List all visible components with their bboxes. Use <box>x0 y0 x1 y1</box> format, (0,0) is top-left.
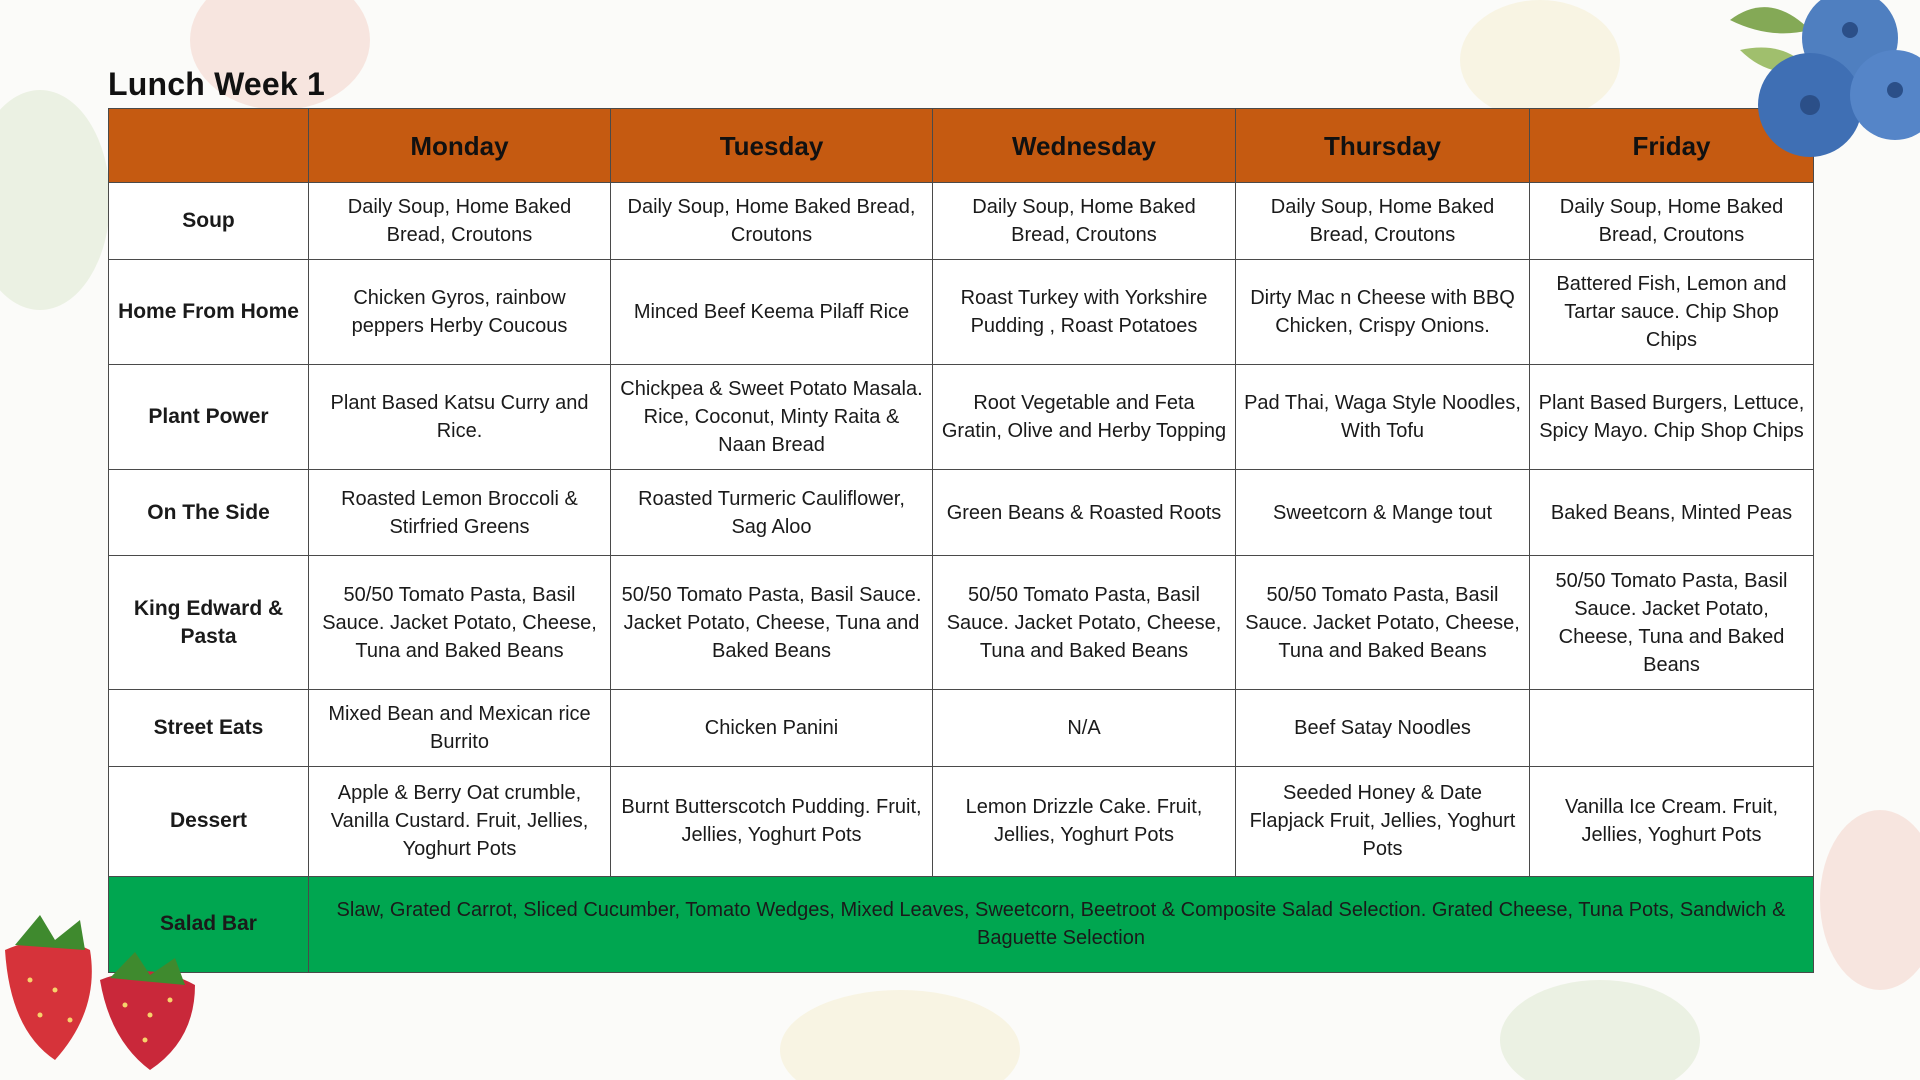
row-category: Dessert <box>109 766 309 876</box>
menu-cell: Daily Soup, Home Baked Bread, Croutons <box>933 183 1236 260</box>
menu-cell: Minced Beef Keema Pilaff Rice <box>611 260 933 365</box>
menu-cell: Pad Thai, Waga Style Noodles, With Tofu <box>1236 365 1530 470</box>
menu-row-street-eats <box>109 689 1814 766</box>
row-category: Plant Power <box>109 365 309 470</box>
menu-cell: Dirty Mac n Cheese with BBQ Chicken, Crispy Onions. <box>1236 260 1530 365</box>
menu-cell: Burnt Butterscotch Pudding. Fruit, Jellies, Yoghurt Pots <box>611 766 933 876</box>
menu-cell: Daily Soup, Home Baked Bread, Croutons <box>611 183 933 260</box>
menu-cell: Root Vegetable and Feta Gratin, Olive and Herby Topping <box>933 365 1236 470</box>
day-header: Wednesday <box>933 109 1236 183</box>
menu-row-home-from-home <box>109 260 1814 365</box>
menu-cell: 50/50 Tomato Pasta, Basil Sauce. Jacket Potato, Cheese, Tuna and Baked Beans <box>1530 556 1814 689</box>
menu-cell: Daily Soup, Home Baked Bread, Croutons <box>1530 183 1814 260</box>
row-category: King Edward & Pasta <box>109 556 309 689</box>
menu-cell: Roasted Turmeric Cauliflower, Sag Aloo <box>611 470 933 556</box>
menu-cell: Plant Based Burgers, Lettuce, Spicy Mayo. Chip Shop Chips <box>1530 365 1814 470</box>
menu-row-soup <box>109 183 1814 260</box>
menu-cell: Beef Satay Noodles <box>1236 689 1530 766</box>
menu-cell: 50/50 Tomato Pasta, Basil Sauce. Jacket Potato, Cheese, Tuna and Baked Beans <box>611 556 933 689</box>
menu-cell: Daily Soup, Home Baked Bread, Croutons <box>309 183 611 260</box>
menu-cell: Chicken Gyros, rainbow peppers Herby Coucous <box>309 260 611 365</box>
menu-cell: Green Beans & Roasted Roots <box>933 470 1236 556</box>
menu-cell: Lemon Drizzle Cake. Fruit, Jellies, Yoghurt Pots <box>933 766 1236 876</box>
menu-row-on-the-side <box>109 470 1814 556</box>
row-category: Home From Home <box>109 260 309 365</box>
menu-cell: Sweetcorn & Mange tout <box>1236 470 1530 556</box>
page-title: Lunch Week 1 <box>108 66 325 102</box>
menu-cell: Battered Fish, Lemon and Tartar sauce. Chip Shop Chips <box>1530 260 1814 365</box>
menu-cell: Seeded Honey & Date Flapjack Fruit, Jellies, Yoghurt Pots <box>1236 766 1530 876</box>
menu-cell: Mixed Bean and Mexican rice Burrito <box>309 689 611 766</box>
salad-bar-cell: Slaw, Grated Carrot, Sliced Cucumber, Tomato Wedges, Mixed Leaves, Sweetcorn, Beetroot & Composite Salad Selection. Grated Cheese, Tuna Pots, Sandwich & Baguette Selection <box>309 876 1814 972</box>
row-category: On The Side <box>109 470 309 556</box>
menu-row-plant-power <box>109 365 1814 470</box>
menu-cell <box>1530 689 1814 766</box>
menu-cell: Baked Beans, Minted Peas <box>1530 470 1814 556</box>
menu-cell: 50/50 Tomato Pasta, Basil Sauce. Jacket Potato, Cheese, Tuna and Baked Beans <box>309 556 611 689</box>
day-header: Thursday <box>1236 109 1530 183</box>
menu-cell: 50/50 Tomato Pasta, Basil Sauce. Jacket Potato, Cheese, Tuna and Baked Beans <box>933 556 1236 689</box>
menu-row-dessert <box>109 766 1814 876</box>
header-corner <box>109 109 309 183</box>
menu-cell: Vanilla Ice Cream. Fruit, Jellies, Yoghurt Pots <box>1530 766 1814 876</box>
row-category: Soup <box>109 183 309 260</box>
menu-row-salad-bar <box>109 876 1814 972</box>
day-header: Friday <box>1530 109 1814 183</box>
menu-cell: Roast Turkey with Yorkshire Pudding , Roast Potatoes <box>933 260 1236 365</box>
row-category: Salad Bar <box>109 876 309 972</box>
day-header: Monday <box>309 109 611 183</box>
menu-cell: Daily Soup, Home Baked Bread, Croutons <box>1236 183 1530 260</box>
menu-cell: Chickpea & Sweet Potato Masala. Rice, Coconut, Minty Raita & Naan Bread <box>611 365 933 470</box>
row-category: Street Eats <box>109 689 309 766</box>
menu-cell: Roasted Lemon Broccoli & Stirfried Greens <box>309 470 611 556</box>
menu-cell: Apple & Berry Oat crumble, Vanilla Custard. Fruit, Jellies, Yoghurt Pots <box>309 766 611 876</box>
menu-cell: N/A <box>933 689 1236 766</box>
menu-cell: Plant Based Katsu Curry and Rice. <box>309 365 611 470</box>
header-row <box>109 109 1814 183</box>
menu-row-king-edward-pasta <box>109 556 1814 689</box>
menu-cell: Chicken Panini <box>611 689 933 766</box>
lunch-menu-table <box>108 108 1814 973</box>
menu-cell: 50/50 Tomato Pasta, Basil Sauce. Jacket Potato, Cheese, Tuna and Baked Beans <box>1236 556 1530 689</box>
day-header: Tuesday <box>611 109 933 183</box>
